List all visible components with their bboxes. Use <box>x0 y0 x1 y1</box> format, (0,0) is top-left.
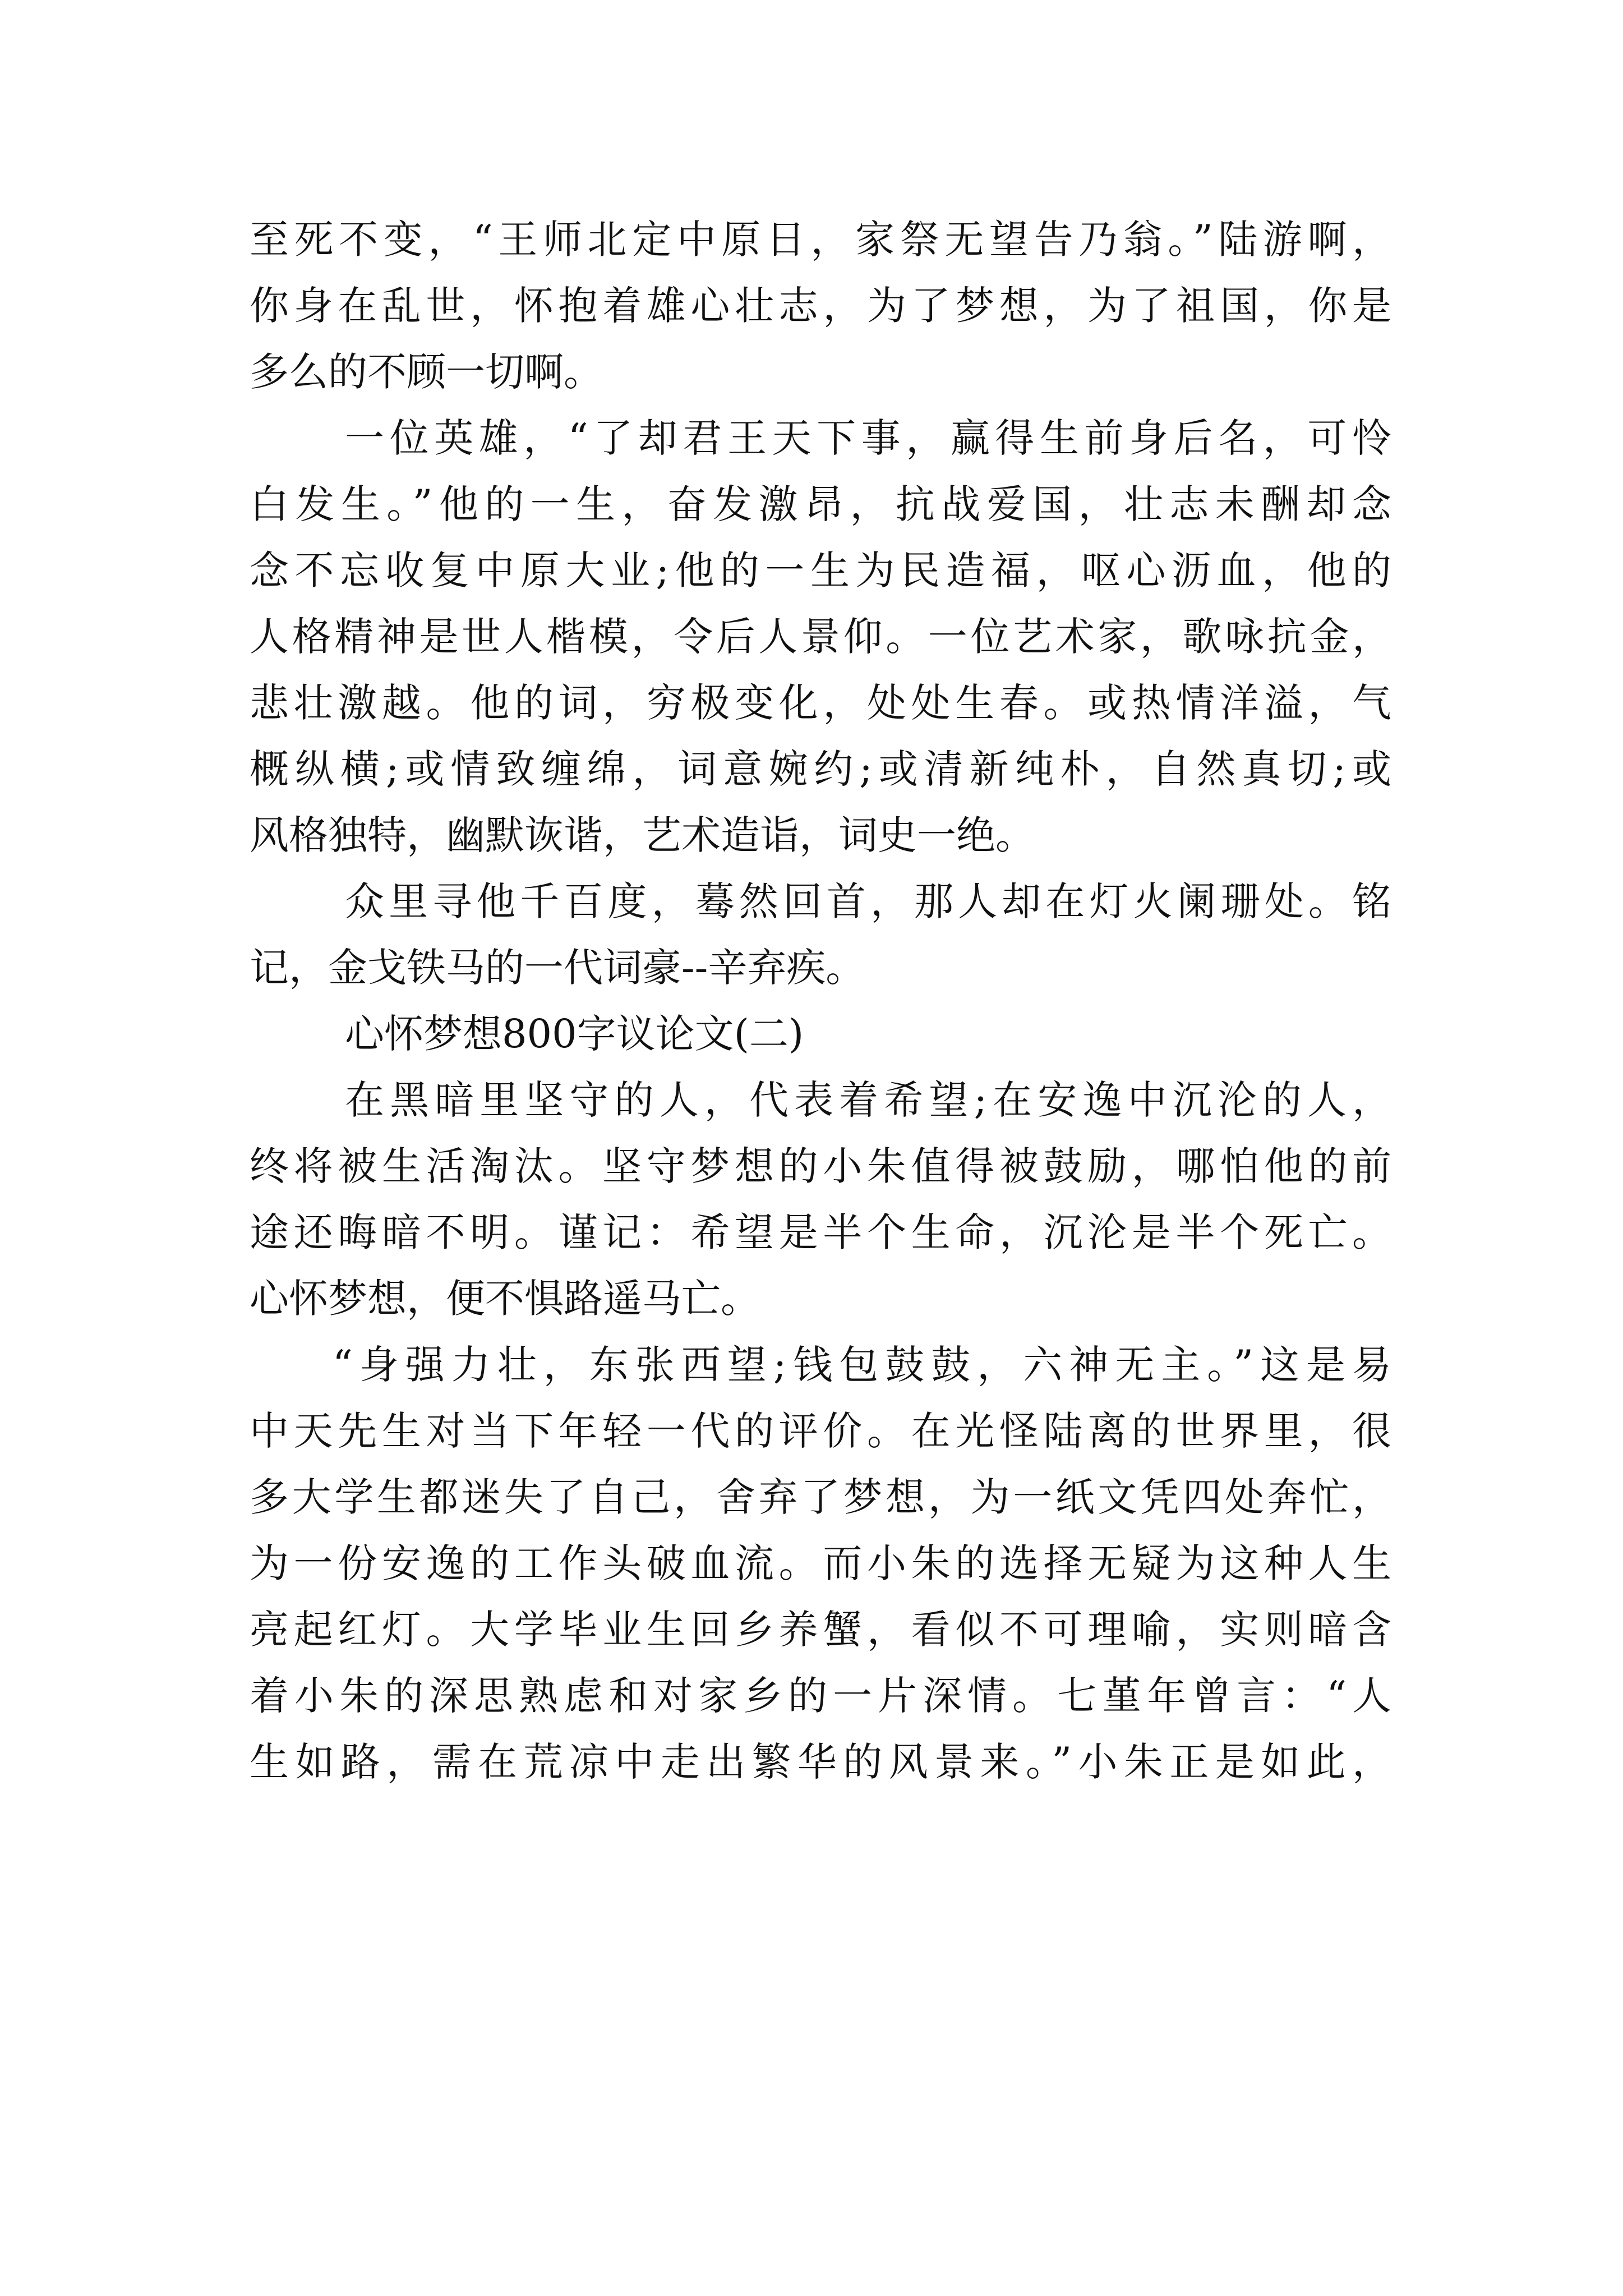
text-line: 风格独特，幽默诙谐，艺术造诣，词史一绝。 <box>250 812 1035 858</box>
text-line: 念不忘收复中原大业;他的一生为民造福，呕心沥血，他的 <box>250 547 1391 593</box>
text-line: 概纵横;或情致缠绵，词意婉约;或清新纯朴，自然真切;或 <box>250 746 1391 792</box>
text-line: 在黑暗里坚守的人，代表着希望;在安逸中沉沦的人， <box>345 1077 1391 1123</box>
text-line: 心怀梦想，便不惧路遥马亡。 <box>250 1276 760 1322</box>
text-line: 白发生。”他的一生，奋发激昂，抗战爱国，壮志未酬却念 <box>250 481 1391 527</box>
section-heading: 心怀梦想800字议论文(二) <box>345 1011 804 1057</box>
text-line: “身强力壮，东张西望;钱包鼓鼓，六神无主。”这是易 <box>333 1342 1391 1388</box>
text-line: 悲壮激越。他的词，穷极变化，处处生春。或热情洋溢，气 <box>250 680 1391 726</box>
text-line: 一位英雄，“了却君王天下事，赢得生前身后名，可怜 <box>345 415 1391 461</box>
text-line: 生如路，需在荒凉中走出繁华的风景来。”小朱正是如此， <box>250 1739 1391 1785</box>
text-line: 人格精神是世人楷模，令后人景仰。一位艺术家，歌咏抗金， <box>250 614 1391 660</box>
text-line: 中天先生对当下年轻一代的评价。在光怪陆离的世界里，很 <box>250 1408 1391 1454</box>
text-line: 着小朱的深思熟虑和对家乡的一片深情。七堇年曾言：“人 <box>250 1673 1391 1719</box>
text-line: 你身在乱世，怀抱着雄心壮志，为了梦想，为了祖国，你是 <box>250 283 1391 329</box>
text-line: 多么的不顾一切啊。 <box>250 349 603 395</box>
text-line: 至死不变，“王师北定中原日，家祭无望告乃翁。”陆游啊， <box>250 217 1391 263</box>
essay-text <box>250 206 1391 1795</box>
text-line: 为一份安逸的工作头破血流。而小朱的选择无疑为这种人生 <box>250 1540 1391 1586</box>
text-line: 途还晦暗不明。谨记：希望是半个生命，沉沦是半个死亡。 <box>250 1209 1391 1255</box>
text-line: 记，金戈铁马的一代词豪--辛弃疾。 <box>250 945 865 991</box>
text-line: 众里寻他千百度，蓦然回首，那人却在灯火阑珊处。铭 <box>345 878 1391 924</box>
text-line: 亮起红灯。大学毕业生回乡养蟹，看似不可理喻，实则暗含 <box>250 1607 1391 1653</box>
text-line: 终将被生活淘汰。坚守梦想的小朱值得被鼓励，哪怕他的前 <box>250 1143 1391 1189</box>
text-line: 多大学生都迷失了自己，舍弃了梦想，为一纸文凭四处奔忙， <box>250 1474 1391 1520</box>
